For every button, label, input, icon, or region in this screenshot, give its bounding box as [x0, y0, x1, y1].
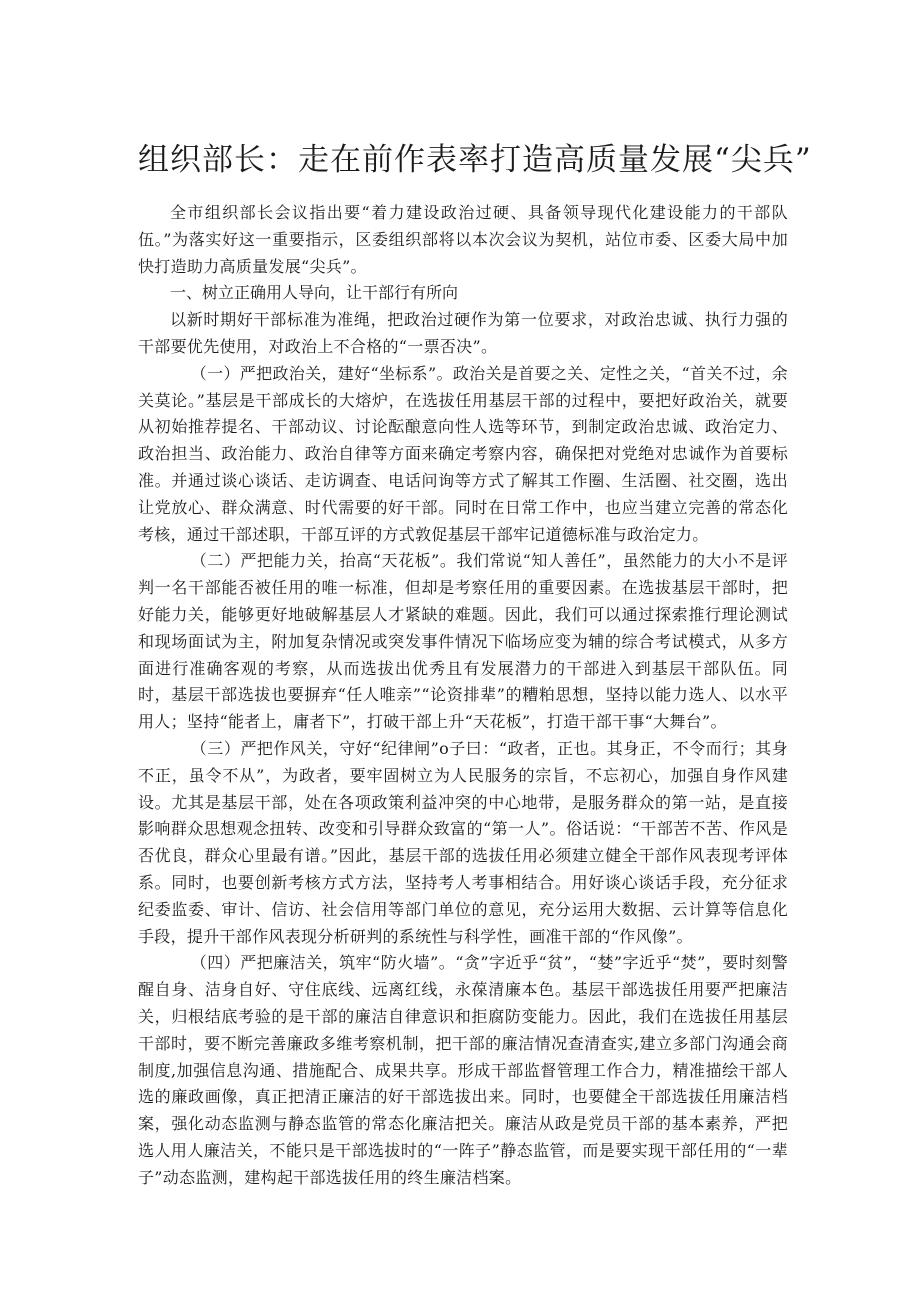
section-lead-paragraph: 以新时期好干部标准为准绳，把政治过硬作为第一位要求，对政治忠诚、执行力强的干部要优先使用，对政治上不合格的“一票否决”。 — [138, 310, 788, 356]
document-page — [138, 138, 812, 1191]
document-title: 组织部长：走在前作表率打造高质量发展“尖兵” — [138, 142, 812, 178]
point-ability-paragraph: （二）严把能力关，抬高“天花板”。我们常说“知人善任”，虽然能力的大小不是评判一名干部能否被任用的唯一标准，但却是考察任用的重要因素。在选拔基层干部时，把好能力关，能够更好地破解基层人才紧缺的难题。因此，我们可以通过探索推行理论测试和现场面试为主，附加复杂情况或突发事件情况下临场应变为辅的综合考试模式，从多方面进行准确客观的考察，从而选拔出优秀且有发展潜力的干部进入到基层干部队伍。同时，基层干部选拔也要摒弃“任人唯亲”“论资排辈”的糟粕思想，坚持以能力选人、以水平用人；坚持“能者上，庸者下”，打破干部上升“天花板”，打造干部干事“大舞台”。 — [138, 551, 788, 732]
intro-paragraph: 全市组织部长会议指出要“着力建设政治过硬、具备领导现代化建设能力的干部队伍。”为落实好这一重要指示，区委组织部将以本次会议为契机，站位市委、区委大局中加快打造助力高质量发展“尖兵”。 — [138, 203, 788, 276]
point-political-paragraph: （一）严把政治关，建好“坐标系”。政治关是首要之关、定性之关，“首关不过，余关莫论。”基层是干部成长的大熔炉，在选拔任用基层干部的过程中，要把好政治关，就要从初始推荐提名、干部动议、讨论酝酿意向性人选等环节，到制定政治忠诚、政治定力、政治担当、政治能力、政治自律等方面来确定考察内容，确保把对党绝对忠诚作为首要标准。并通过谈心谈话、走访调查、电话问询等方式了解其工作圈、生活圈、社交圈，选出让党放心、群众满意、时代需要的好干部。同时在日常工作中，也应当建立完善的常态化考核，通过干部述职，干部互评的方式敦促基层干部牢记道德标准与政治定力。 — [138, 363, 788, 544]
section-heading: 一、树立正确用人导向，让干部行有所向 — [170, 283, 459, 303]
point-style-paragraph: （三）严把作风关，守好“纪律闸”o子曰：“政者，正也。其身正，不令而行；其身不正，虽令不从”，为政者，要牢固树立为人民服务的宗旨，不忘初心，加强自身作风建设。尤其是基层干部，处在各项政策利益冲突的中心地带，是服务群众的第一站，是直接影响群众思想观念扭转、改变和引导群众致富的“第一人”。俗话说：“干部苦不苦、作风是否优良，群众心里最有谱。”因此，基层干部的选拔任用必须建立健全干部作风表现考评体系。同时，也要创新考核方式方法，坚持考人考事相结合。用好谈心谈话手段，充分征求纪委监委、审计、信访、社会信用等部门单位的意见，充分运用大数据、云计算等信息化手段，提升干部作风表现分析研判的系统性与科学性，画准干部的“作风像”。 — [138, 738, 788, 946]
point-integrity-paragraph: （四）严把廉洁关，筑牢“防火墙”。“贪”字近乎“贫”，“婪”字近乎“焚”，要时刻警醒自身、洁身自好、守住底线、远离红线，永葆清廉本色。基层干部选拔任用要严把廉洁关，归根结底考验的是干部的廉洁自律意识和拒腐防变能力。因此，我们在选拔任用基层干部时，要不断完善廉政多维考察机制，把干部的廉洁情况查清查实,建立多部门沟通会商制度,加强信息沟通、措施配合、成果共享。形成干部监督管理工作合力，精准描绘干部人选的廉政画像，真正把清正廉洁的好干部选拔出来。同时，也要健全干部选拔任用廉洁档案，强化动态监测与静态监管的常态化廉洁把关。廉洁从政是党员干部的基本素养，严把选人用人廉洁关，不能只是干部选拔时的“一阵子”静态监管，而是要实现干部任用的“一辈子”动态监测，建构起干部选拔任用的终生廉洁档案。 — [138, 953, 788, 1187]
